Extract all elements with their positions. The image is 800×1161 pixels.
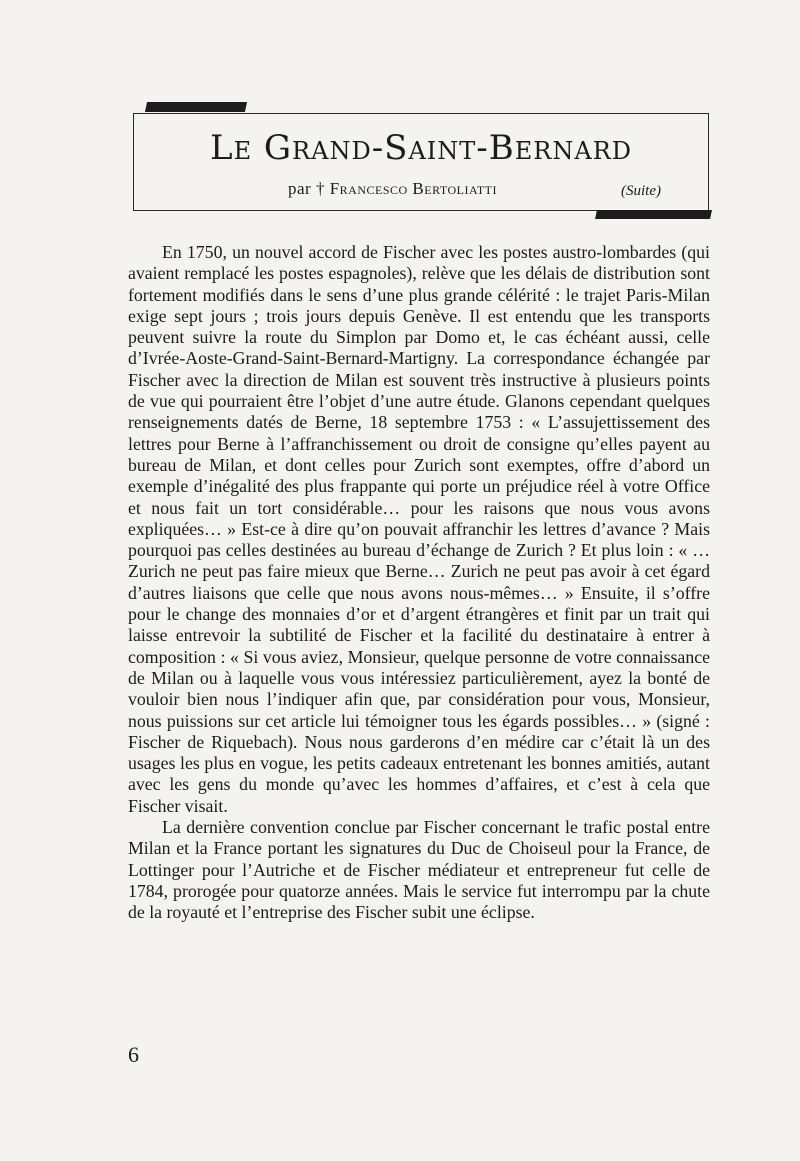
author-name: Francesco Bertoliatti: [329, 179, 497, 198]
article-title: Le Grand-Saint-Bernard: [209, 128, 633, 168]
decorative-bar-bottom: [595, 210, 712, 219]
continuation-note: (Suite): [621, 183, 661, 199]
decorative-bar-top: [145, 102, 247, 112]
article-body: [128, 242, 710, 924]
paragraph-1: En 1750, un nouvel accord de Fischer avec les postes austro-lombardes (qui avaient remplacé les postes espagnoles), relève que les délais de distribution sont fortement modifiés dans le sens d’une plus grande célérité : le trajet Paris-Milan exige sept jours ; trois jours depuis Genève. Il est entendu que les transports peuvent suivre la route du Simplon par Domo et, le cas échéant aussi, celle d’Ivrée-Aoste-Grand-Saint-Bernard-Martigny. La correspondance échangée par Fischer avec la direction de Milan est souvent très instructive à plusieurs points de vue qui pourraient être l’objet d’une autre étude. Glanons cependant quelques renseignements datés de Berne, 18 septembre 1753 : « L’assujettissement des lettres pour Berne à l’affranchissement ou droit de consigne qu’elles payent au bureau de Milan, et dont celles pour Zurich sont exemptes, offre d’abord un exemple d’inégalité des plus frappante qui porte un préjudice réel à votre Office et nous fait un tort considérable… pour les raisons que nous vous avons expliquées… » Est-ce à dire qu’on pouvait affranchir les lettres d’avance ? Mais pourquoi pas celles destinées au bureau d’échange de Zurich ? Et plus loin : « … Zurich ne peut pas faire mieux que Berne… Zurich ne peut pas avoir à cet égard d’autres liaisons que celle que nous avons nous-mêmes… » Ensuite, il s’offre pour le change des monnaies d’or et d’argent étrangères et finit par un trait qui laisse entrevoir la subtilité de Fischer et la facilité du destinataire à entrer à composition : « Si vous aviez, Monsieur, quelque personne de votre connaissance de Milan ou à laquelle vous vous intéressiez particulièrement, ayez la bonté de vouloir bien nous l’indiquer afin que, par considération pour vous, Monsieur, nous puissions sur cet article lui témoigner tous les égards possibles… » (signé : Fischer de Riquebach). Nous nous garderons d’en médire car c’était là un des usages les plus en vogue, les petits cadeaux entretenant les bonnes amitiés, autant avec les gens du monde qu’avec les hommes d’affaires, et c’est à cela que Fischer visait.: [128, 242, 710, 816]
byline: [288, 178, 497, 200]
article-header-box: [133, 113, 709, 211]
page-number: 6: [128, 1042, 139, 1067]
paragraph-2: La dernière convention conclue par Fischer concernant le trafic postal entre Milan et la France portant les signatures du Duc de Choiseul pour la France, de Lottinger pour l’Autriche et de Fischer médiateur et entrepreneur fut celle de 1784, prorogée pour quatorze années. Mais le service fut interrompu par la chute de la royauté et l’entreprise des Fischer subit une éclipse.: [128, 817, 710, 923]
byline-prefix: par †: [288, 179, 330, 198]
